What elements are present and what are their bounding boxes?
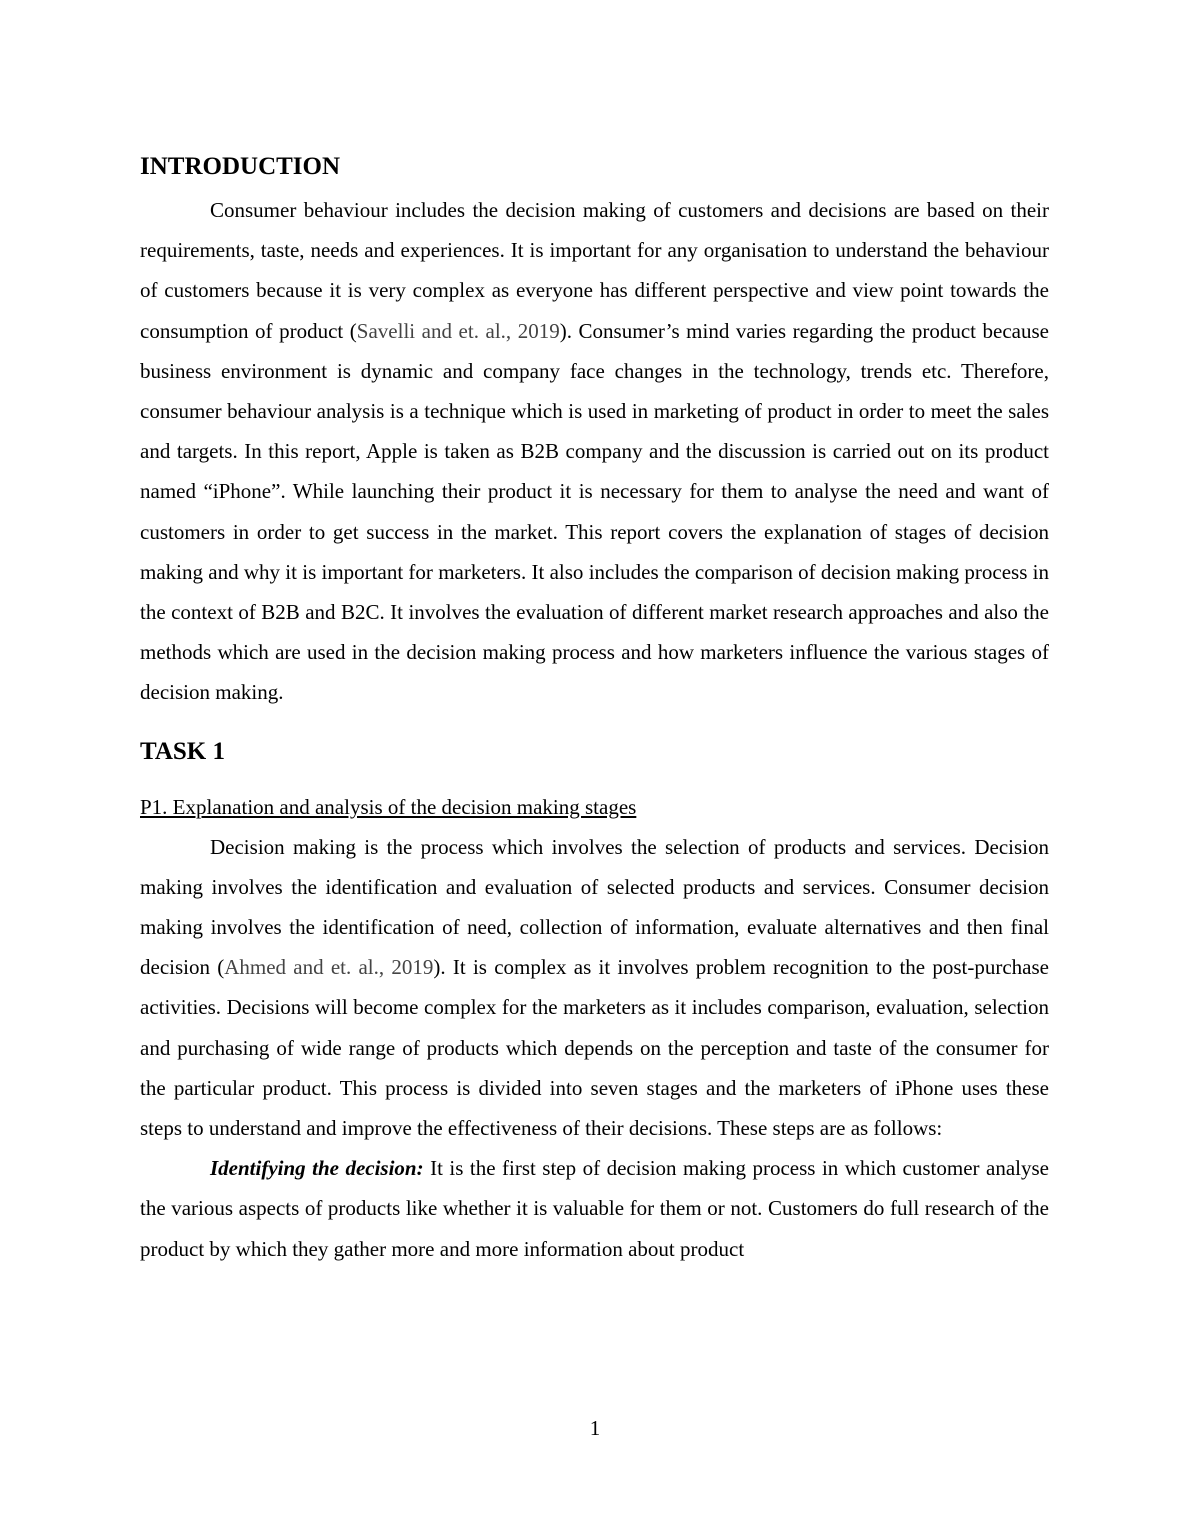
identifying-decision-lead: Identifying the decision:: [210, 1156, 424, 1181]
identifying-decision-paragraph: [140, 1148, 1049, 1269]
citation-ahmed: Ahmed and et. al., 2019: [224, 955, 434, 980]
decision-making-paragraph: [140, 827, 1049, 1149]
identifying-decision-text: It is the first step of decision making process in which customer analyse the various aspects of products like whether it is valuable for them or not. Customers do full research of the product by which they gather more and more information about product: [140, 1156, 1049, 1261]
task1-heading: TASK 1: [140, 737, 225, 765]
document-page: [140, 148, 1049, 1269]
introduction-text-a: Consumer behaviour includes the decision making of customers and decisions are based on their requirements, taste, needs and experiences. It is important for any organisation to understand the behaviour of customers because it is very complex as everyone has different perspective and view point towards the consumption of product (: [140, 198, 1049, 343]
citation-savelli: Savelli and et. al., 2019: [356, 318, 560, 343]
introduction-paragraph: [140, 190, 1049, 713]
page-number: 1: [589, 1416, 601, 1440]
introduction-heading: INTRODUCTION: [140, 153, 341, 180]
decision-making-text-b: ). It is complex as it involves problem recognition to the post-purchase activities. Decisions will become complex for the marketers as it includes comparison, evaluation, selection and purchasing of wide range of products which depends on the perception and taste of the consumer for the particular product. This process is divided into seven stages and the marketers of iPhone uses these steps to understand and improve the effectiveness of their decisions. These steps are as follows:: [140, 955, 1049, 1141]
decision-making-text-a: Decision making is the process which involves the selection of products and services. Decision making involves the identification and evaluation of selected products and services. Consumer decision making involves the identification of need, collection of information, evaluate alternatives and then final decision (: [140, 834, 1049, 980]
p1-subheading: P1. Explanation and analysis of the decision making stages: [140, 794, 637, 819]
introduction-text-b: ). Consumer’s mind varies regarding the product because business environment is dynamic and company face changes in the technology, trends etc. Therefore, consumer behaviour analysis is a technique which is used in marketing of product in order to meet the sales and targets. In this report, Apple is taken as B2B company and the discussion is carried out on its product named “iPhone”. While launching their product it is necessary for them to analyse the need and want of customers in order to get success in the market. This report covers the explanation of stages of decision making and why it is important for marketers. It also includes the comparison of decision making process in the context of B2B and B2C. It involves the evaluation of different market research approaches and also the methods which are used in the decision making process and how marketers influence the various stages of decision making.: [140, 318, 1049, 705]
